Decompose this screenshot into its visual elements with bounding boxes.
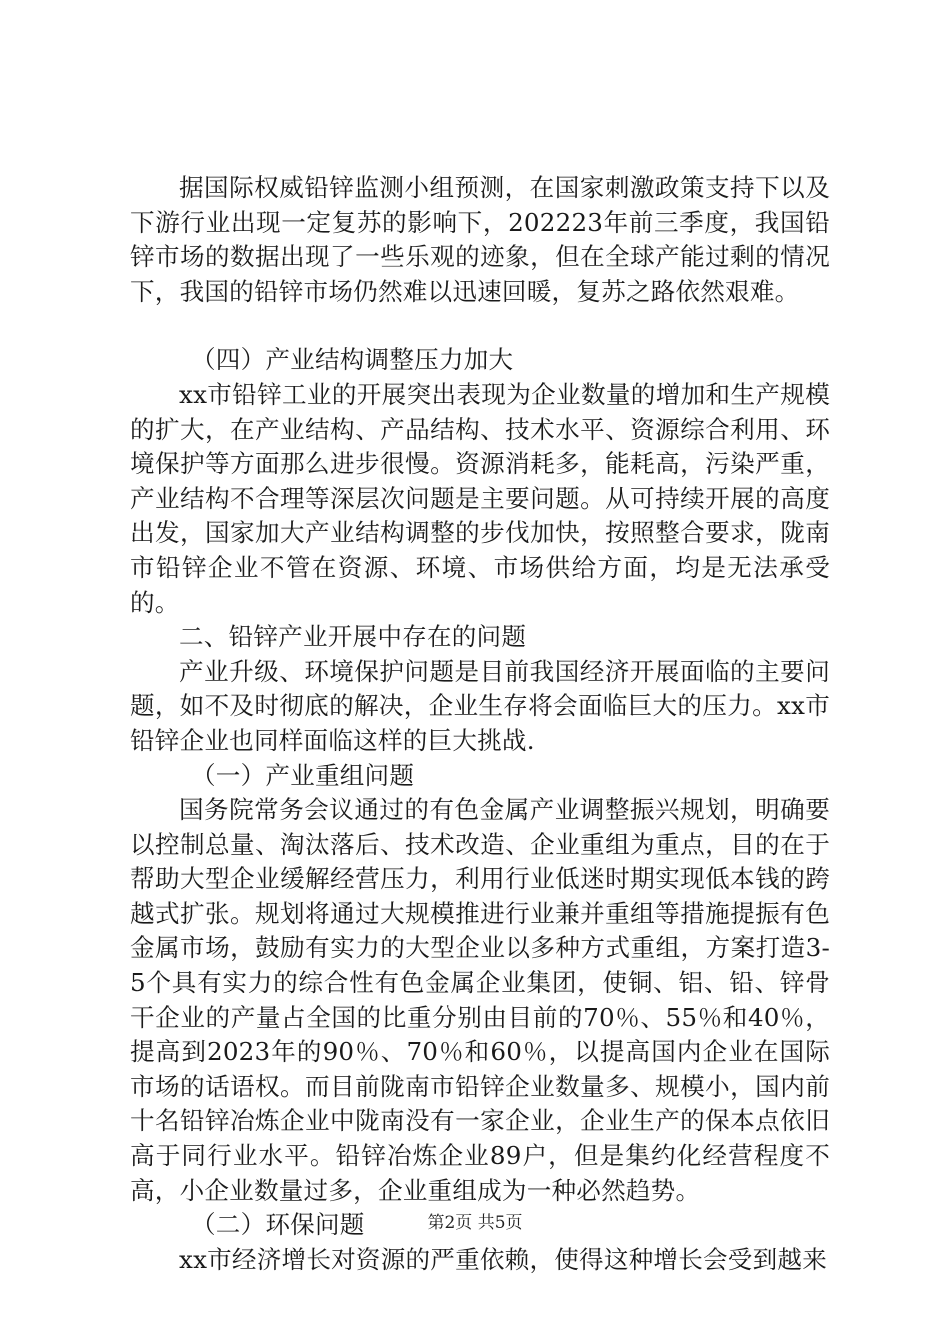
page-footer: 第2页 共5页 — [427, 1213, 523, 1233]
section-heading-problems: 二、铅锌产业开展中存在的问题 — [179, 622, 527, 652]
paragraph-market-forecast: 据国际权威铅锌监测小组预测，在国家刺激政策支持下以及下游行业出现一定复苏的影响下，202223年前三季度，我国铅锌市场的数据出现了一些乐观的迹象，但在全球产能过剩的情况下，我国的铅锌市场仍然难以迅速回暖，复苏之路依然艰难。 — [130, 173, 830, 306]
paragraph-restructuring: 国务院常务会议通过的有色金属产业调整振兴规划，明确要以控制总量、淘汰落后、技术改造、企业重组为重点，目的在于帮助大型企业缓解经营压力，利用行业低迷时期实现低本钱的跨越式扩张。规划将通过大规模推进行业兼并重组等措施提振有色金属市场，鼓励有实力的大型企业以多种方式重组，方案打造3-5个具有实力的综合性有色金属企业集团，使铜、铝、铅、锌骨干企业的产量占全国的比重分别由目前的70％、55％和40％，提高到2023年的90％、70％和60％，以提高国内企业在国际市场的话语权。而目前陇南市铅锌企业数量多、规模小，国内前十名铅锌冶炼企业中陇南没有一家企业，企业生产的保本点依旧高于同行业水平。铅锌冶炼企业89户，但是集约化经营程度不高，小企业数量过多，企业重组成为一种必然趋势。 — [130, 795, 830, 1205]
paragraph-structure-pressure: xx市铅锌工业的开展突出表现为企业数量的增加和生产规模的扩大，在产业结构、产品结构、技术水平、资源综合利用、环境保护等方面那么进步很慢。资源消耗多，能耗高，污染严重，产业结构不合理等深层次问题是主要问题。从可持续开展的高度出发，国家加大产业结构调整的步伐加快，按照整合要求，陇南市铅锌企业不管在资源、环境、市场供给方面，均是无法承受的。 — [130, 379, 830, 617]
paragraph-spacer — [130, 309, 830, 343]
paragraph-problems-intro: 产业升级、环境保护问题是目前我国经济开展面临的主要问题，如不及时彻底的解决，企业生存将会面临巨大的压力。xx市铅锌企业也同样面临这样的巨大挑战. — [130, 656, 830, 755]
section-heading-structure-pressure: （四）产业结构调整压力加大 — [191, 345, 514, 375]
section-heading-environment: （二）环保问题 — [191, 1210, 365, 1240]
paragraph-environment: xx市经济增长对资源的严重依赖，使得这种增长会受到越来 — [179, 1244, 827, 1274]
section-heading-restructuring: （一）产业重组问题 — [191, 760, 415, 790]
document-body — [130, 171, 830, 1277]
